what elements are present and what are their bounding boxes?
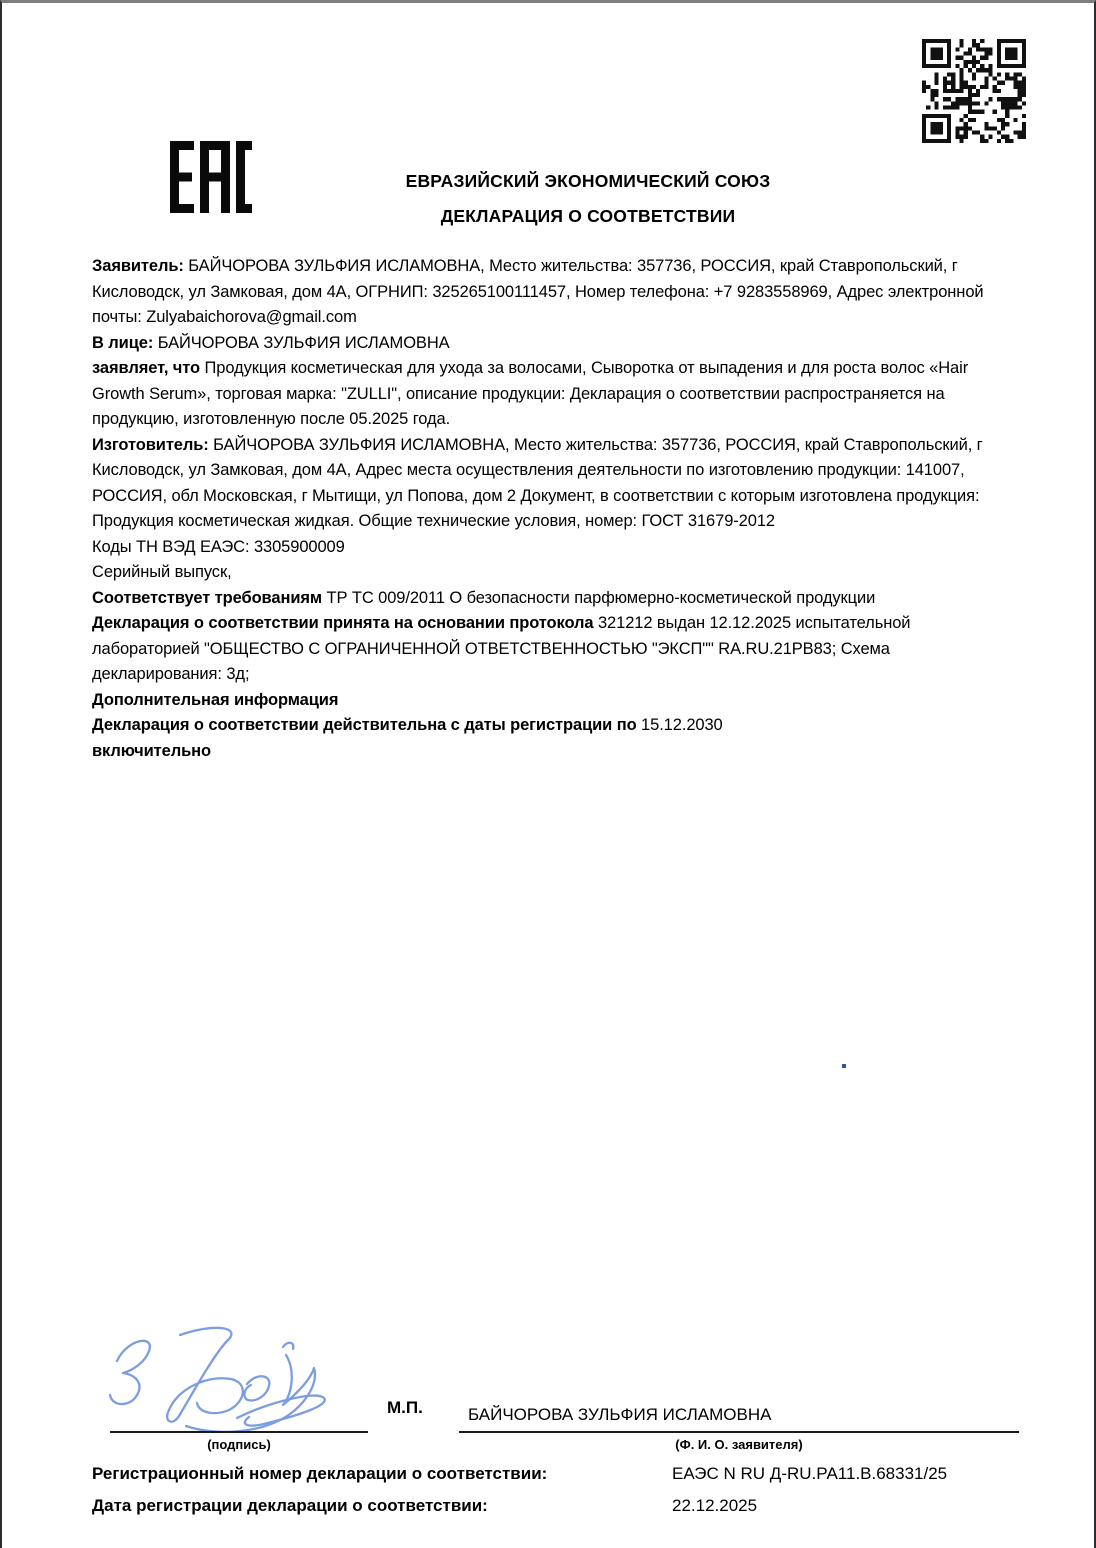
manufacturer-label: Изготовитель: (92, 435, 209, 454)
union-title: ЕВРАЗИЙСКИЙ ЭКОНОМИЧЕСКИЙ СОЮЗ (405, 171, 771, 191)
applicant-label: Заявитель: (92, 257, 184, 275)
valid-suffix: включительно (92, 741, 211, 760)
applicant-name-caption: (Ф. И. О. заявителя) (675, 1437, 803, 1452)
in-person-paragraph (92, 331, 1016, 357)
complies-text: ТР ТС 009/2011 О безопасности парфюмерно-косметической продукции (322, 588, 876, 607)
declaration-body (92, 254, 1016, 764)
tnved-line: Коды ТН ВЭД ЕАЭС: 3305900009 (92, 537, 345, 556)
additional-info-heading (92, 688, 1016, 714)
validity-paragraph (92, 713, 1016, 764)
complies-label: Соответствует требованиям (92, 588, 322, 607)
product-paragraph (92, 356, 1016, 611)
additional-info-label: Дополнительная информация (92, 690, 339, 709)
signature-line (110, 1431, 368, 1433)
serial-line: Серийный выпуск, (92, 563, 232, 581)
in-person-text: БАЙЧОРОВА ЗУЛЬФИЯ ИСЛАМОВНА (153, 333, 450, 352)
manufacturer-text: БАЙЧОРОВА ЗУЛЬФИЯ ИСЛАМОВНА, Место жительства: 357736, РОССИЯ, край Ставропольский, г Кисловодск, ул Замковая, дом 4А, Адрес места осуществления деятельности по изготовлению продукции: 141007, РОССИЯ, обл Московская, г Мытищи, ул Попова, дом 2 Документ, в соответствии с которым изготовлена продукция: Продукция косметическая жидкая. Общие технические условия, номер: ГОСТ 31679-2012 (92, 435, 983, 530)
signature-caption: (подпись) (207, 1437, 271, 1452)
stamp-label: М.П. (387, 1398, 423, 1417)
in-person-label: В лице: (92, 333, 154, 352)
handwritten-signature (87, 1321, 337, 1439)
declares-label: заявляет, что (92, 359, 201, 377)
compliance-line (92, 586, 1016, 612)
applicant-text: БАЙЧОРОВА ЗУЛЬФИЯ ИСЛАМОВНА, Место жительства: 357736, РОССИЯ, край Ставропольский, г Кисловодск, ул Замковая, дом 4А, ОГРНИП: 325265100111457, Номер телефона: +7 9283558969, Адрес электронной почты: Zulyabaichorova@gmail.com (92, 257, 984, 326)
ink-dot (842, 1064, 846, 1068)
registration-date-row (92, 1495, 1052, 1516)
basis-label: Декларация о соответствии принята на основании протокола (92, 614, 594, 632)
applicant-name-line (459, 1431, 1019, 1433)
manufacturer-line (92, 433, 1016, 535)
basis-paragraph (92, 611, 1016, 688)
registration-number-row (92, 1463, 1052, 1484)
registration-date-value: 22.12.2025 (672, 1496, 758, 1515)
valid-date: 15.12.2030 (636, 716, 723, 734)
document-title: ДЕКЛАРАЦИЯ О СООТВЕТСТВИИ (440, 206, 736, 226)
applicant-name: БАЙЧОРОВА ЗУЛЬФИЯ ИСЛАМОВНА (468, 1405, 772, 1424)
registration-number-value: ЕАЭС N RU Д-RU.РА11.В.68331/25 (672, 1464, 948, 1483)
applicant-paragraph (92, 254, 1016, 331)
registration-date-label: Дата регистрации декларации о соответствии: (92, 1496, 488, 1515)
qr-code (922, 39, 1026, 143)
declares-text: Продукция косметическая для ухода за волосами, Сыворотка от выпадения и для роста волос «Hair Growth Serum», торговая марка: "ZULLI", описание продукции: Декларация о соответствии распространяется на продукцию, изготовленную после 05.2025 года. (92, 359, 969, 428)
registration-number-label: Регистрационный номер декларации о соответствии: (92, 1464, 548, 1483)
basis-text: 321212 выдан 12.12.2025 испытательной лабораторией "ОБЩЕСТВО С ОГРАНИЧЕННОЙ ОТВЕТСТВЕННОСТЬЮ "ЭКСП"" RA.RU.21PB83; Схема декларирования: 3д; (92, 614, 911, 683)
valid-label: Декларация о соответствии действительна с даты регистрации по (92, 716, 637, 734)
